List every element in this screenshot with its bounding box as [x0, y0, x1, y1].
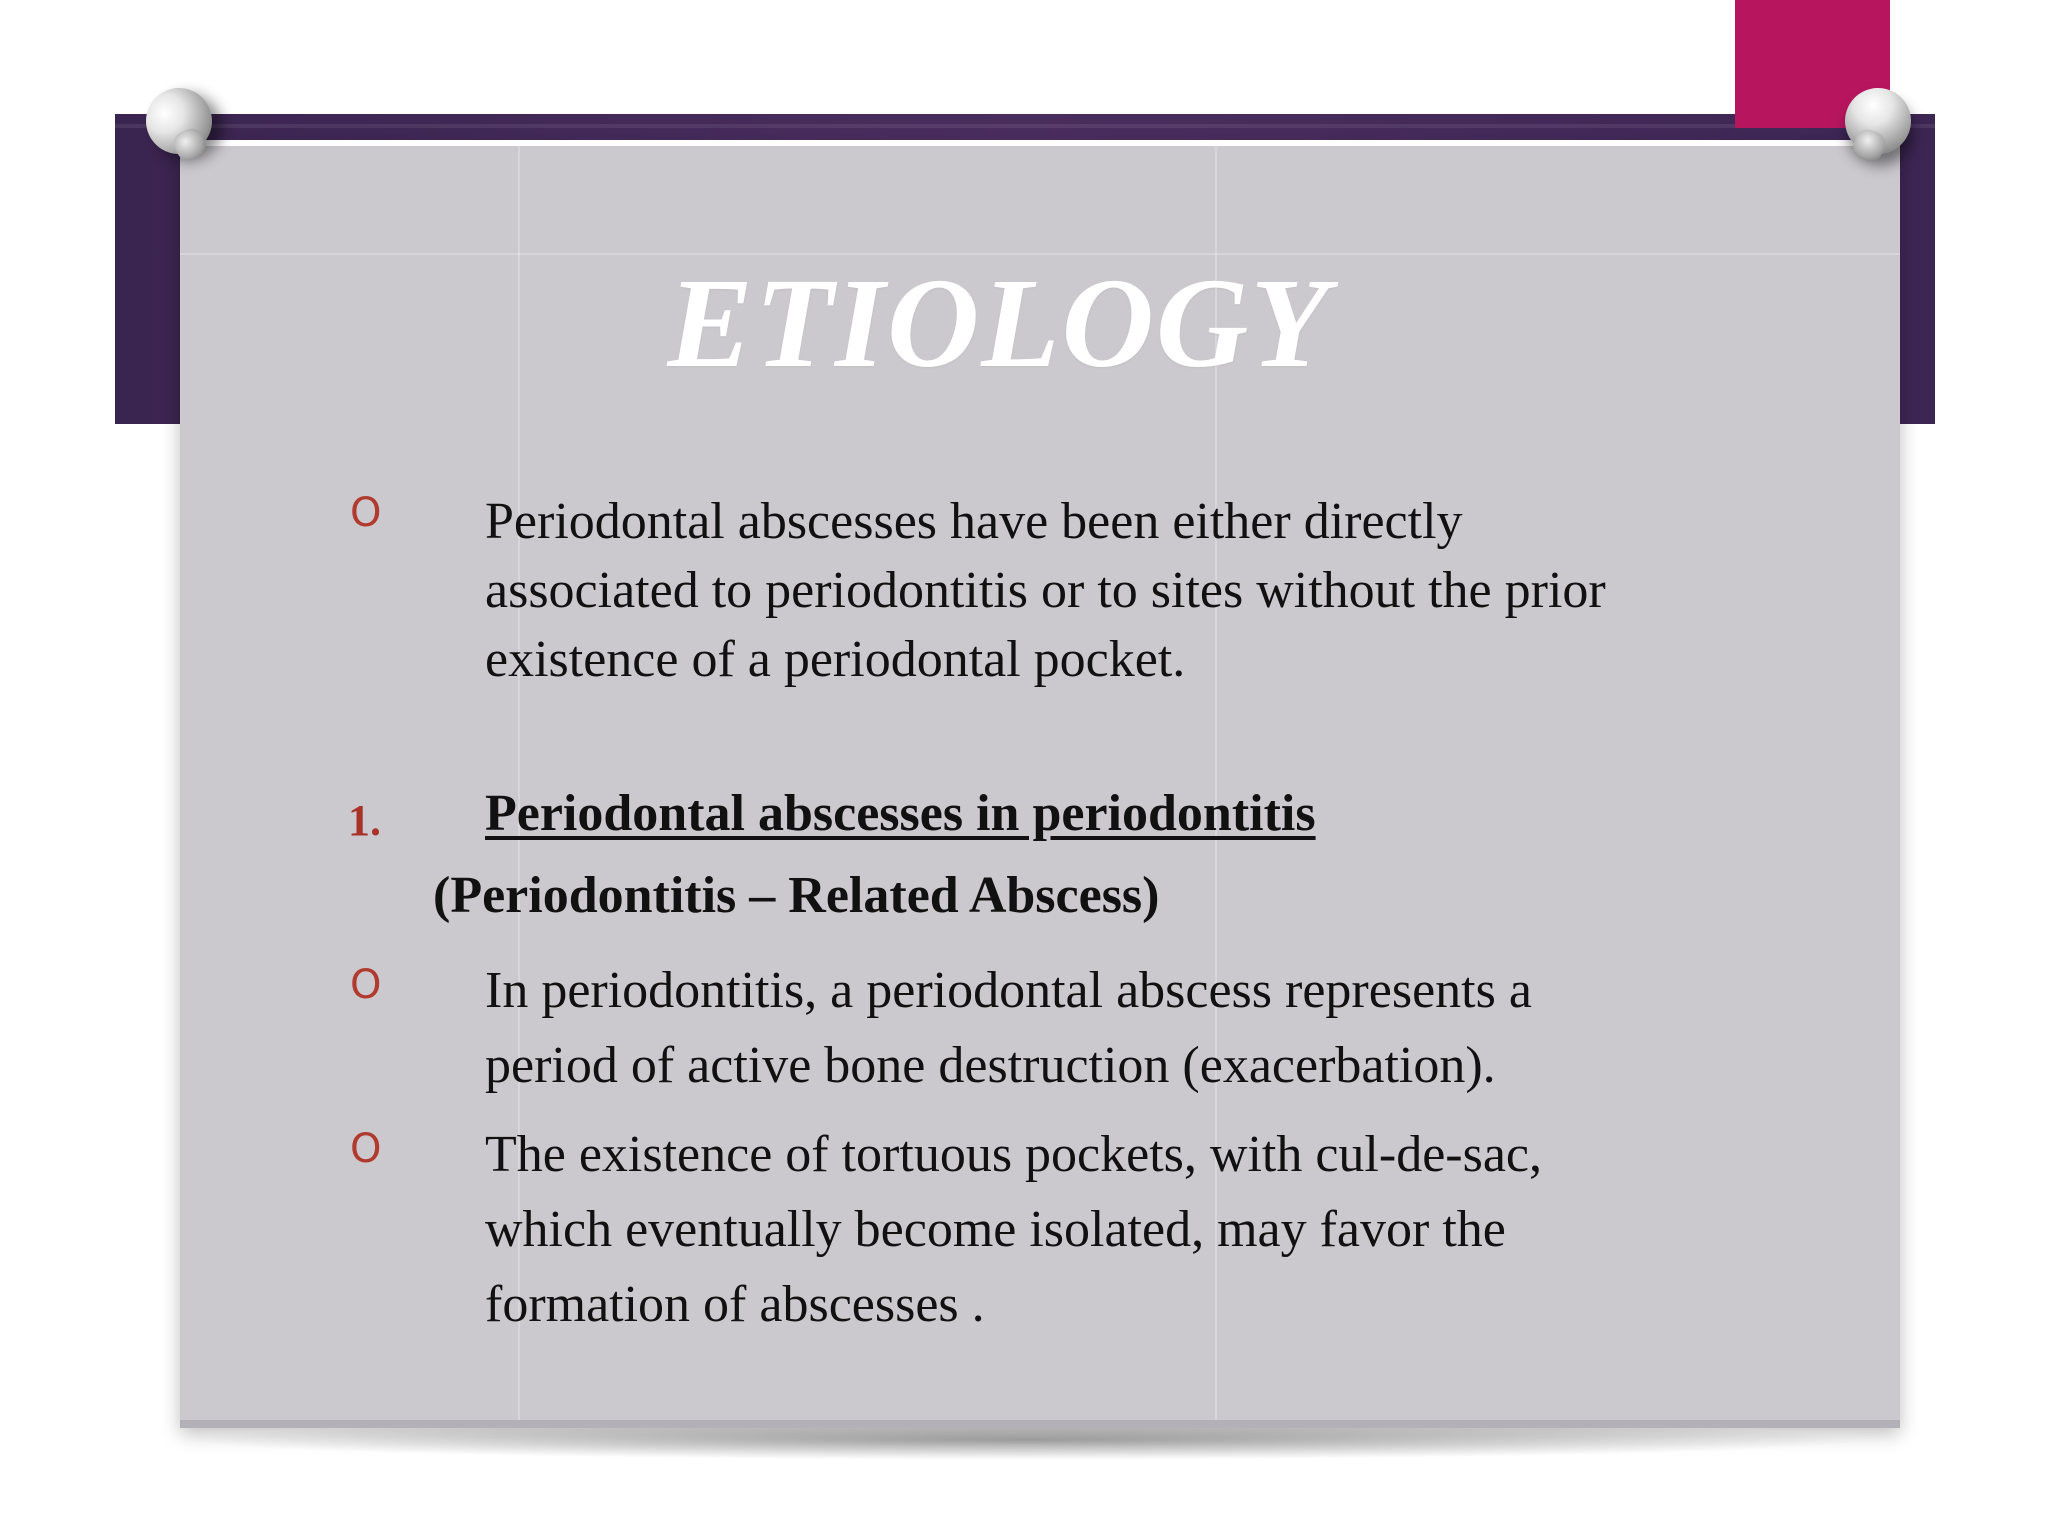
bullet-icon: O [350, 490, 382, 536]
section-heading: Periodontal abscesses in periodontitis [485, 785, 1316, 842]
bullet-icon: O [350, 962, 382, 1008]
bullet-text-3: The existence of tortuous pockets, with cul-de-sac, which eventually become isolated, may favor the formation of abscesses . [485, 1126, 1542, 1333]
section-number: 1. [348, 796, 381, 845]
bullet-text-2: In periodontitis, a periodontal abscess represents a period of active bone destruction (exacerbation). [485, 962, 1532, 1094]
paper-shadow [180, 1420, 1870, 1460]
slide-title: ETIOLOGY [667, 252, 1331, 394]
bullet-icon: O [350, 1126, 382, 1172]
section-subheading: (Periodontitis – Related Abscess) [433, 867, 1160, 924]
bullet-text-1: Periodontal abscesses have been either directly associated to periodontitis or to sites without the prior existence of a periodontal pocket. [485, 493, 1606, 688]
